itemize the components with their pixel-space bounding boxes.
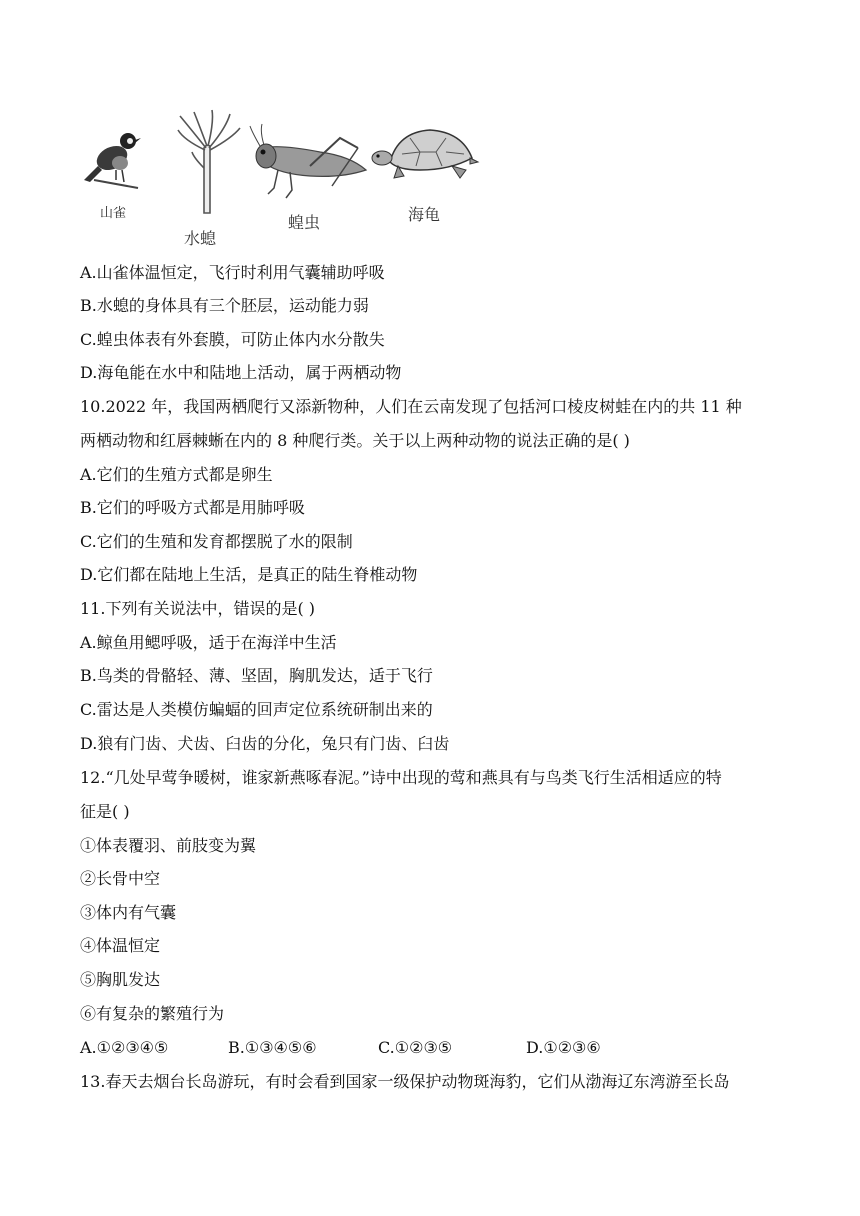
q9-option-c: C.蝗虫体表有外套膜，可防止体内水分散失 (80, 330, 385, 349)
hydra-image (178, 110, 240, 213)
q11-stem: 11.下列有关说法中，错误的是( ) (80, 599, 316, 618)
animals-figure (80, 108, 480, 254)
q10-option-c: C.它们的生殖和发育都摆脱了水的限制 (80, 532, 353, 551)
q12-item-3: ③体内有气囊 (80, 903, 177, 922)
q11-option-d: D.狼有门齿、犬齿、臼齿的分化，兔只有门齿、臼齿 (80, 734, 450, 753)
q10-option-a: A.它们的生殖方式都是卵生 (80, 465, 273, 484)
q9-option-b: B.水螅的身体具有三个胚层，运动能力弱 (80, 296, 369, 315)
q12-stem-line-1: 12.“几处早莺争暖树，谁家新燕啄春泥。”诗中出现的莺和燕具有与鸟类飞行生活相适应的特 (80, 768, 722, 787)
tit-label: 山雀 (100, 206, 127, 221)
q10-stem-line-2: 两栖动物和红唇棘蜥在内的 8 种爬行类。关于以上两种动物的说法正确的是( ) (80, 431, 630, 450)
q11-option-b: B.鸟类的骨骼轻、薄、坚固，胸肌发达，适于飞行 (80, 666, 433, 685)
q13-stem-line-1: 13.春天去烟台长岛游玩，有时会看到国家一级保护动物斑海豹，它们从渤海辽东湾游至长岛 (80, 1072, 730, 1091)
q12-option-a: A.①②③④⑤ (80, 1038, 169, 1057)
q11-option-a: A.鲸鱼用鳃呼吸，适于在海洋中生活 (80, 633, 337, 652)
grasshopper-image (250, 124, 366, 198)
sea-turtle-image (372, 130, 478, 178)
q11-option-c: C.雷达是人类模仿蝙蝠的回声定位系统研制出来的 (80, 700, 433, 719)
q12-item-2: ②长骨中空 (80, 869, 161, 888)
q9-option-a: A.山雀体温恒定，飞行时利用气囊辅助呼吸 (80, 263, 385, 282)
q12-option-d: D.①②③⑥ (526, 1038, 601, 1057)
q12-options-row (80, 1037, 601, 1059)
hydra-label: 水螅 (184, 229, 217, 248)
q10-stem-line-1: 10.2022 年，我国两栖爬行又添新物种，人们在云南发现了包括河口棱皮树蛙在内的共 11 种 (80, 397, 742, 416)
q12-item-1: ①体表覆羽、前肢变为翼 (80, 836, 257, 855)
animals-illustration (80, 108, 480, 254)
q12-option-b: B.①③④⑤⑥ (228, 1038, 317, 1057)
q9-option-d: D.海龟能在水中和陆地上活动，属于两栖动物 (80, 363, 402, 382)
q12-stem-line-2: 征是( ) (80, 802, 130, 821)
q12-item-4: ④体温恒定 (80, 936, 161, 955)
tit-bird-image (84, 133, 141, 188)
sea-turtle-label: 海龟 (408, 205, 441, 224)
q12-item-6: ⑥有复杂的繁殖行为 (80, 1004, 225, 1023)
q12-option-c: C.①②③⑤ (378, 1038, 453, 1057)
q10-option-d: D.它们都在陆地上生活，是真正的陆生脊椎动物 (80, 565, 418, 584)
q10-option-b: B.它们的呼吸方式都是用肺呼吸 (80, 498, 305, 517)
q12-item-5: ⑤胸肌发达 (80, 970, 161, 989)
grasshopper-label: 蝗虫 (288, 213, 321, 232)
